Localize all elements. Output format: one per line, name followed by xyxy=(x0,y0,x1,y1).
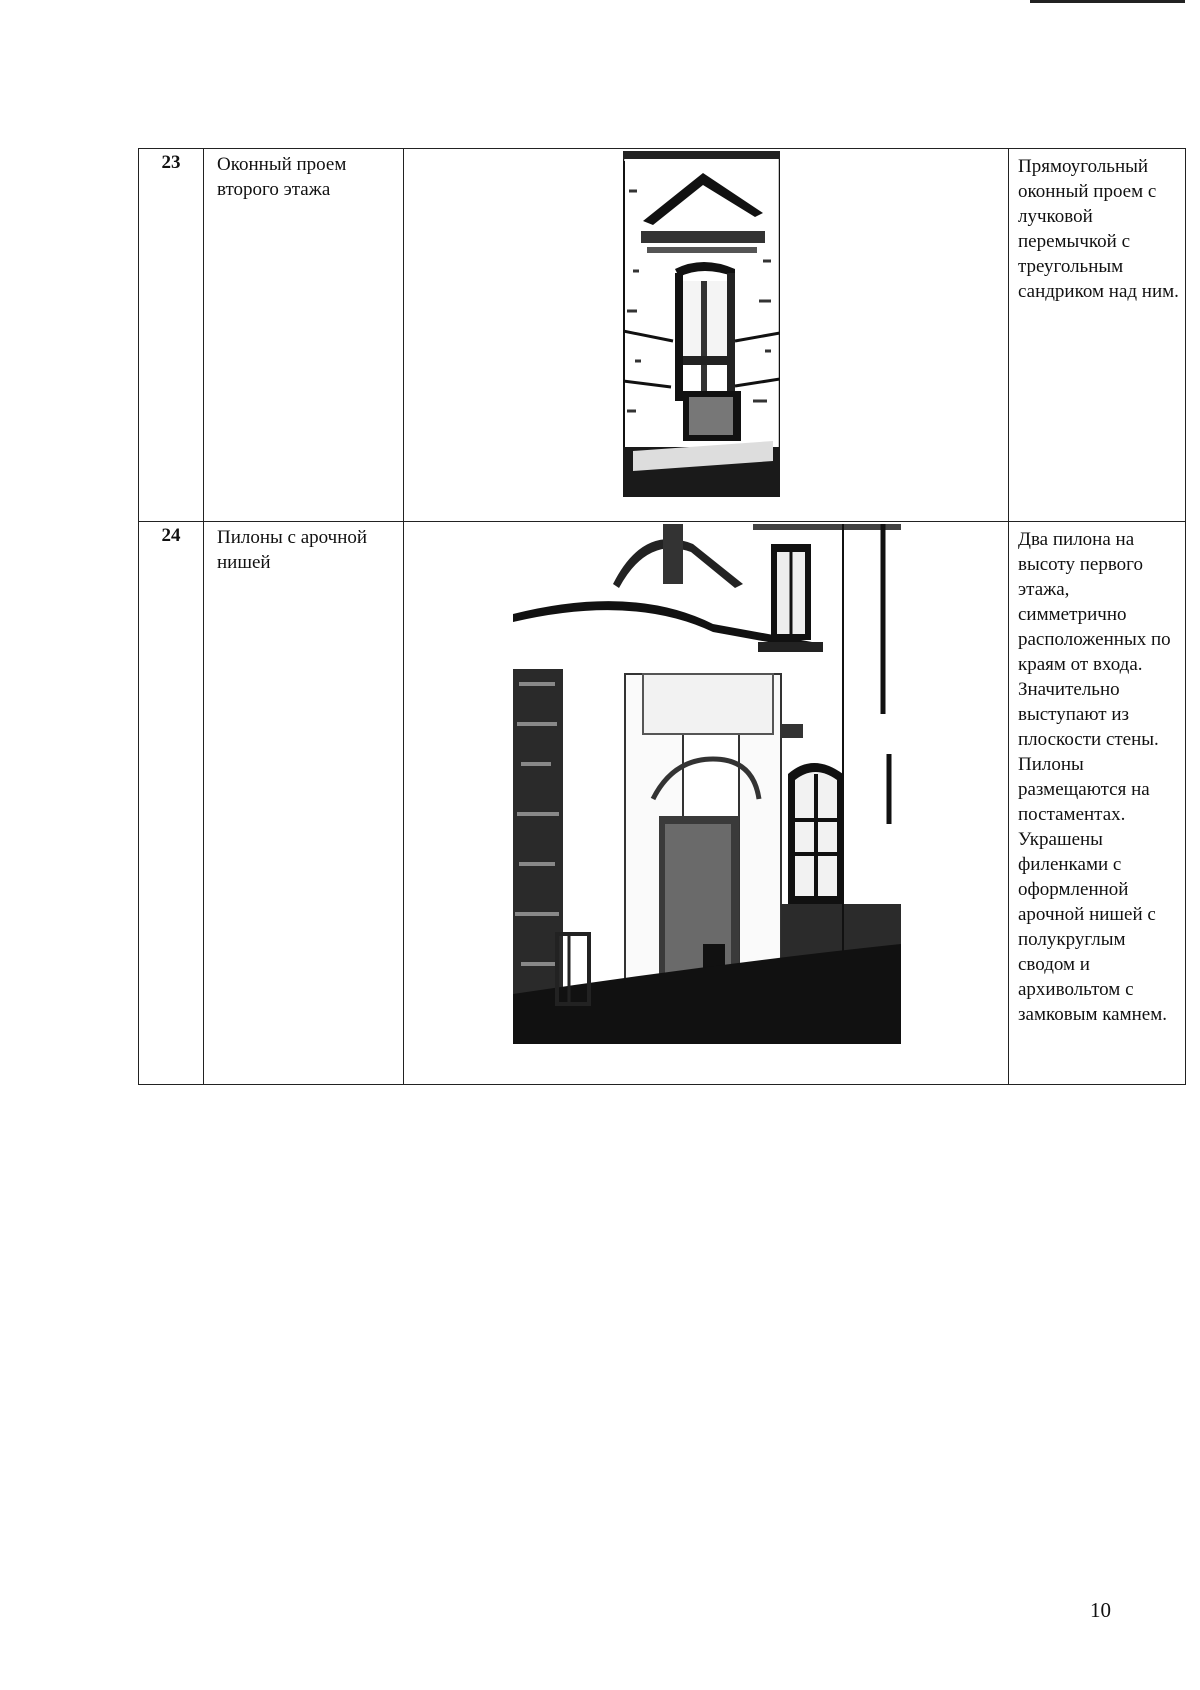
row-number: 24 xyxy=(161,525,181,546)
table-row xyxy=(139,522,1186,1085)
page-number: 10 xyxy=(1090,1598,1111,1622)
second-floor-window-photo xyxy=(623,151,780,497)
element-name: Оконный проем второго этажа xyxy=(217,154,347,200)
top-rule xyxy=(1030,0,1185,3)
photo-cell xyxy=(404,149,1009,522)
row-number-cell xyxy=(139,522,204,1085)
table-row xyxy=(139,149,1186,522)
element-name-cell xyxy=(204,149,404,522)
photo-cell xyxy=(404,522,1009,1085)
description-cell xyxy=(1009,149,1186,522)
objects-table xyxy=(138,148,1186,1085)
pylons-arched-niche-photo xyxy=(513,524,901,1044)
row-number-cell xyxy=(139,149,204,522)
element-description: Два пилона на высоту первого этажа, симметрично расположенных по краям от входа. Значительно выступают из плоскости стены. Пилоны размещаются на постаментах. Украшены филенками с оформленной арочной нишей с полукруглым сводом и архивольтом с замковым камнем. xyxy=(1018,529,1171,1025)
description-cell xyxy=(1009,522,1186,1085)
element-name: Пилоны с арочной нишей xyxy=(217,527,368,573)
element-name-cell xyxy=(204,522,404,1085)
element-description: Прямоугольный оконный проем с лучковой перемычкой с треугольным сандриком над ним. xyxy=(1018,156,1179,302)
row-number: 23 xyxy=(161,152,181,173)
